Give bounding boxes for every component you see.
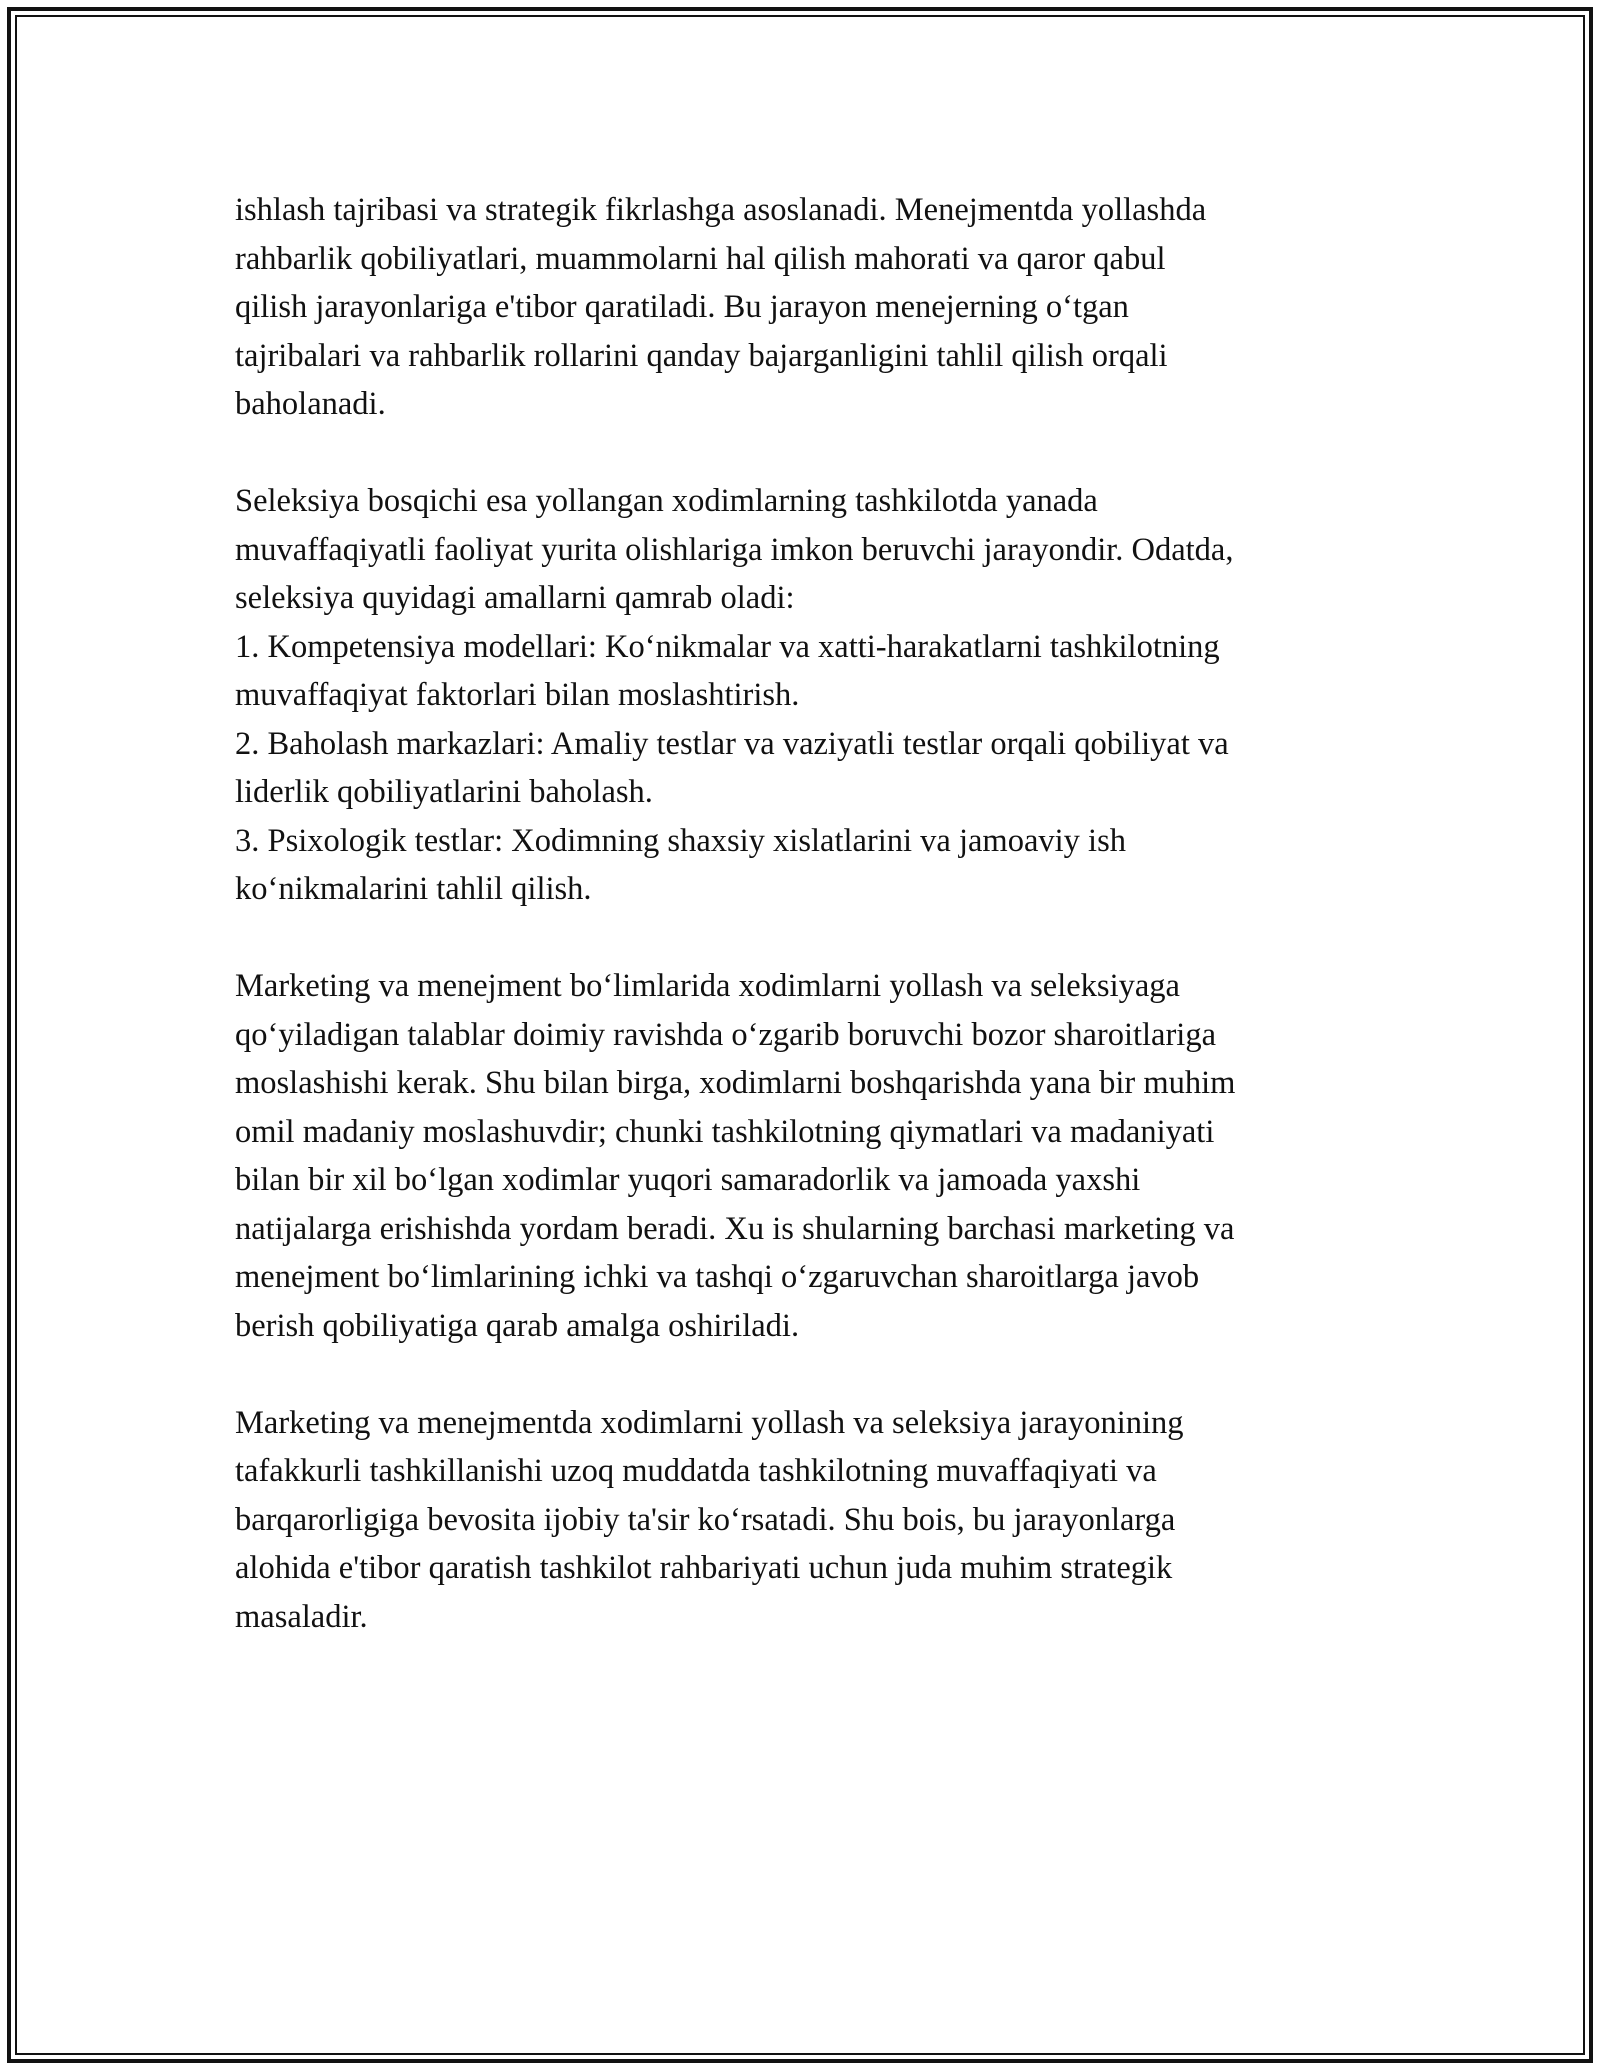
text-line: muvaffaqiyat faktorlari bilan moslashtirish. <box>235 677 800 713</box>
text-line: bilan bir xil bo‘lgan xodimlar yuqori samaradorlik va jamoada yaxshi <box>235 1162 1141 1198</box>
text-line: berish qobiliyatiga qarab amalga oshiriladi. <box>235 1307 800 1344</box>
text-line: alohida e'tibor qaratish tashkilot rahbariyati uchun juda muhim strategik <box>235 1550 1173 1586</box>
text-line: liderlik qobiliyatlarini baholash. <box>235 774 653 810</box>
text-line: tafakkurli tashkillanishi uzoq muddatda tashkilotning muvaffaqiyati va <box>235 1453 1157 1489</box>
text-line: Seleksiya bosqichi esa yollangan xodimlarning tashkilotda yanada <box>235 483 1098 519</box>
list-item-2: 2. Baholash markazlari: Amaliy testlar va vaziyatli testlar orqali qobiliyat va <box>235 725 1229 762</box>
text-line: Marketing va menejment bo‘limlarida xodimlarni yollash va seleksiyaga <box>235 968 1180 1004</box>
text-line: rahbarlik qobiliyatlari, muammolarni hal qilish mahorati va qaror qabul <box>235 240 1166 277</box>
text-line: ko‘nikmalarini tahlil qilish. <box>235 871 592 907</box>
text-line: seleksiya quyidagi amallarni qamrab oladi: <box>235 580 795 616</box>
text-line: barqarorligiga bevosita ijobiy ta'sir ko‘rsatadi. Shu bois, bu jarayonlarga <box>235 1501 1176 1538</box>
text-line: qilish jarayonlariga e'tibor qaratiladi. Bu jarayon menejerning o‘tgan <box>235 289 1129 325</box>
paragraph-1 <box>235 186 1375 429</box>
paragraph-4 <box>235 1399 1375 1642</box>
text-line: Marketing va menejmentda xodimlarni yollash va seleksiya jarayonining <box>235 1404 1184 1441</box>
text-line: moslashishi kerak. Shu bilan birga, xodimlarni boshqarishda yana bir muhim <box>235 1065 1236 1101</box>
paragraph-2 <box>235 477 1375 914</box>
text-line: baholanadi. <box>235 386 386 422</box>
text-line: qo‘yiladigan talablar doimiy ravishda o‘zgarib boruvchi bozor sharoitlariga <box>235 1016 1216 1053</box>
text-line: muvaffaqiyatli faoliyat yurita olishlariga imkon beruvchi jarayondir. Odatda, <box>235 531 1234 568</box>
text-line: omil madaniy moslashuvdir; chunki tashkilotning qiymatlari va madaniyati <box>235 1113 1215 1150</box>
text-line: menejment bo‘limlarining ichki va tashqi o‘zgaruvchan sharoitlarga javob <box>235 1259 1200 1295</box>
text-line: natijalarga erishishda yordam beradi. Xu is shularning barchasi marketing va <box>235 1210 1235 1247</box>
text-line: tajribalari va rahbarlik rollarini qanday bajarganligini tahlil qilish orqali <box>235 337 1168 374</box>
list-item-3: 3. Psixologik testlar: Xodimning shaxsiy xislatlarini va jamoaviy ish <box>235 822 1126 859</box>
text-line: masaladir. <box>235 1598 368 1635</box>
text-line: ishlash tajribasi va strategik fikrlashga asoslanadi. Menejmentda yollashda <box>235 192 1207 228</box>
document-body <box>235 186 1375 1690</box>
paragraph-3 <box>235 962 1375 1350</box>
list-item-1: 1. Kompetensiya modellari: Ko‘nikmalar va xatti-harakatlarni tashkilotning <box>235 628 1220 665</box>
